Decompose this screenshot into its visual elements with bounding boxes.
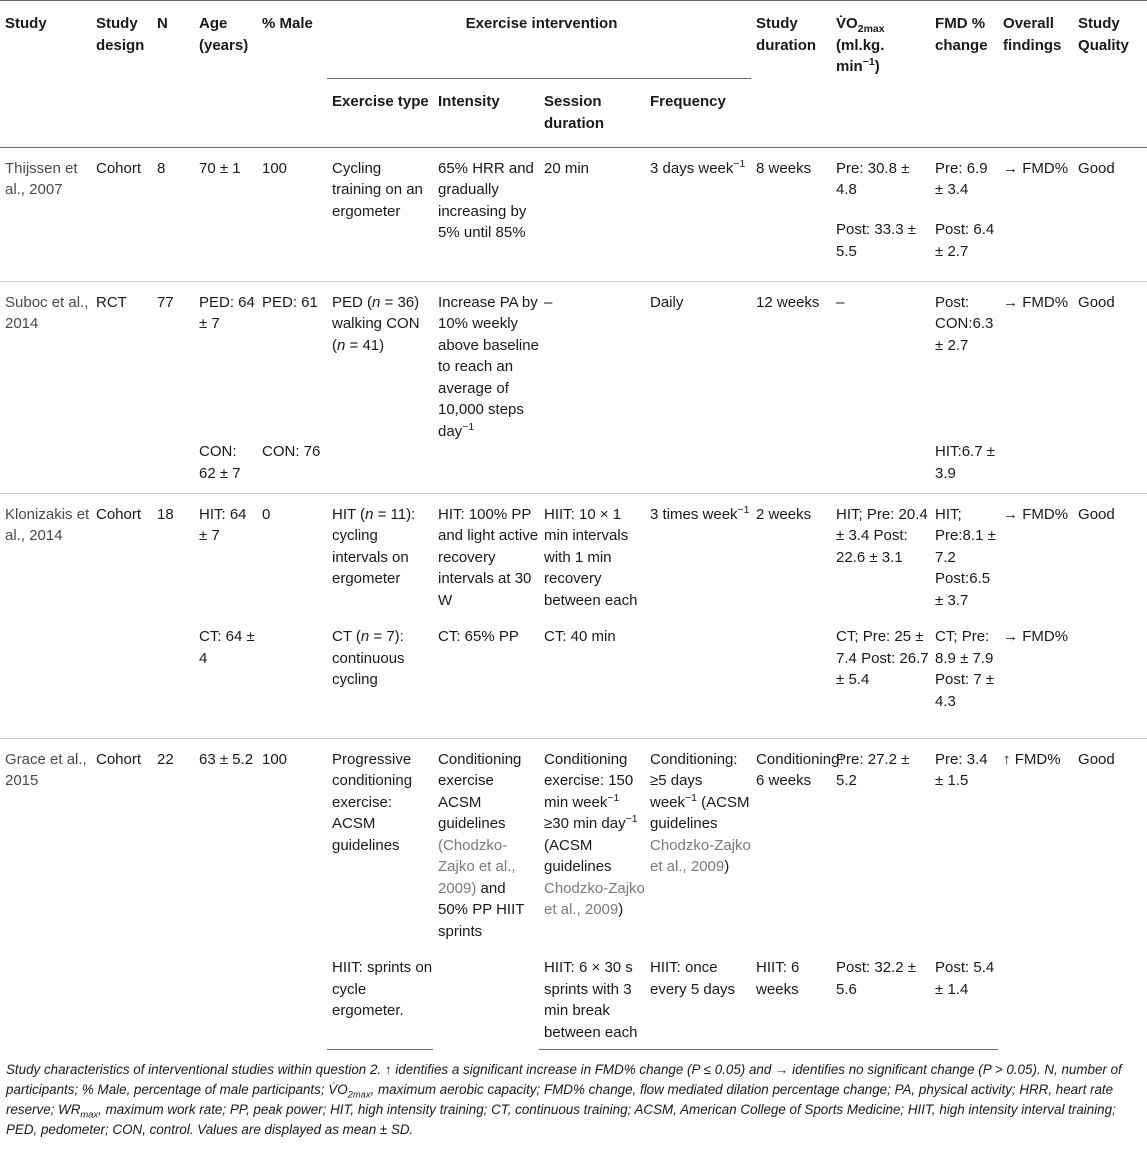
intensity-ct-cell: CT: 65% PP: [438, 628, 519, 645]
frequency-text-c: ): [724, 858, 730, 875]
type-text-a: PED (: [332, 293, 373, 311]
vo2-cell: –: [831, 281, 930, 493]
type-n1: n: [372, 293, 381, 311]
session-hit-cell: HIIT: 10 × 1 min intervals with 1 min recovery between each: [539, 493, 645, 626]
age-con-cell: CON: 62 ± 7: [199, 443, 241, 482]
quality-cell: Good: [1073, 281, 1147, 493]
intensity-citation[interactable]: (Chodzko-Zajko et al., 2009): [438, 836, 516, 897]
header-fmd-change: FMD % change: [930, 1, 998, 147]
duration-hiit-cell: HIIT: 6 weeks: [751, 957, 831, 1049]
exercise-type-hit-cell: [327, 493, 433, 626]
vo2-subscript: 2max: [857, 23, 885, 35]
table-row: [0, 493, 1147, 626]
exercise-type-cell: Progressive conditioning exercise: ACSM guidelines: [327, 738, 433, 957]
table-row: [0, 147, 1147, 219]
n-cell: 18: [152, 493, 194, 738]
session-text-c: (ACSM guidelines: [544, 836, 612, 875]
frequency-text: 3 days week: [650, 159, 734, 177]
fmd-hit-cell: HIT:6.7 ± 3.9: [935, 443, 995, 482]
duration-cell: 12 weeks: [751, 281, 831, 493]
session-sup-2: −1: [625, 813, 638, 825]
vo2-unit: (ml.kg.: [836, 36, 885, 54]
table-body: [0, 147, 1147, 1049]
header-frequency: Frequency: [645, 79, 751, 147]
frequency-cell: [645, 147, 751, 281]
footnote-text-b: , maximum aerobic capacity; FMD% change, flow mediated dilation percentage change; PA, physical activity; HRR, heart rate reserve; WR: [6, 1081, 1114, 1117]
design-cell: RCT: [91, 281, 152, 493]
age-cell: 70 ± 1: [199, 159, 241, 177]
frequency-text-b: (ACSM guidelines: [650, 793, 750, 832]
header-intensity: Intensity: [433, 79, 539, 147]
fmd-post-cell: Post: 5.4 ± 1.4: [930, 957, 998, 1049]
vo2-unit-close: ): [874, 58, 880, 75]
header-study: Study: [0, 1, 91, 147]
duration-cell: Conditioning: 6 weeks: [751, 738, 831, 957]
intensity-hit-cell: HIT: 100% PP and light active recovery intervals at 30 W: [433, 493, 539, 626]
frequency-cell: Daily: [645, 281, 751, 493]
age-cell: 63 ± 5.2: [194, 738, 257, 1049]
frequency-sup: −1: [733, 157, 746, 170]
type-hit-n: n: [365, 505, 374, 523]
vo2-unit-sup: −1: [862, 56, 875, 68]
fmd-pre-cell: Pre: 3.4 ± 1.5: [930, 738, 998, 957]
vo2-pre-cell: Pre: 30.8 ± 4.8: [836, 159, 910, 198]
design-cell: Cohort: [91, 493, 152, 738]
male-cell: 100: [262, 159, 288, 177]
type-hit-a: HIT (: [332, 505, 366, 523]
frequency-text-a: Conditioning: ≥5 days week: [650, 750, 738, 811]
intensity-text: Increase PA by 10% weekly above baseline to reach an average of 10,000 steps day: [438, 293, 539, 440]
frequency-hiit-cell: HIIT: once every 5 days: [645, 957, 751, 1049]
header-male: % Male: [257, 1, 327, 147]
header-study-quality: Study Quality: [1073, 1, 1147, 147]
male-cell: 100: [257, 738, 327, 1049]
session-text-d: ): [618, 901, 624, 918]
vo2-hit-cell: HIT; Pre: 20.4 ± 3.4 Post: 22.6 ± 3.1: [831, 493, 930, 626]
vo2-pre-cell: Pre: 27.2 ± 5.2: [831, 738, 930, 957]
session-sup-1: −1: [607, 791, 620, 804]
quality-cell: Good: [1073, 738, 1147, 1049]
duration-cell: 2 weeks: [751, 493, 831, 738]
type-ct-a: CT (: [332, 628, 361, 645]
male-con-cell: CON: 76: [262, 443, 321, 460]
male-ped-cell: PED: 61: [257, 281, 327, 441]
exercise-type-hiit-cell: HIIT: sprints on cycle ergometer.: [327, 957, 433, 1049]
age-ped-cell: PED: 64 ± 7: [194, 281, 257, 441]
session-text-b: ≥30 min day: [544, 815, 626, 832]
exercise-type-cell: Cycling training on an ergometer: [332, 159, 423, 220]
header-study-duration: Study duration: [751, 1, 831, 147]
study-thijssen: Thijssen et al., 2007: [5, 159, 78, 198]
vo2-ct-cell: CT; Pre: 25 ± 7.4 Post: 26.7 ± 5.4: [836, 628, 929, 688]
fmd-pre-cell: Pre: 6.9 ± 3.4: [935, 159, 988, 198]
session-cell: 20 min: [544, 159, 590, 177]
findings-cell: ↑ FMD%: [998, 738, 1073, 1049]
frequency-sup: −1: [737, 503, 750, 516]
header-study-design: Study design: [91, 1, 152, 147]
header-n: N: [152, 1, 194, 147]
session-cell: –: [539, 281, 645, 493]
type-text-b: = 36) walking CON (: [332, 293, 420, 354]
frequency-sup: −1: [685, 791, 698, 804]
footnote-sub-b: max: [80, 1109, 99, 1120]
vo2-label: V̇O: [836, 15, 858, 32]
findings-ct-cell: → FMD%: [1003, 628, 1069, 645]
n-cell: 8: [157, 159, 166, 177]
header-overall-findings: Overall findings: [998, 1, 1073, 147]
study-suboc: Suboc et al., 2014: [0, 281, 91, 493]
findings-cell: → FMD%: [998, 281, 1073, 493]
footnote-text-a: Study characteristics of interventional studies within question 2. ↑ identifies a significant increase in FMD% change (P ≤ 0.05) and → identifies no significant change (P > 0.05). N, number of participants; % Male, percentage of male participants; V̇O: [6, 1061, 1122, 1097]
footnote-text-c: , maximum work rate; PP, peak power; HIT, high intensity training; CT, continuous training; ACSM, American College of Sports Medicine; HIIT, high intensity interval training; PED, pedometer; CON, control. Values are displayed as mean ± SD.: [6, 1101, 1116, 1137]
age-ct-cell: CT: 64 ± 4: [199, 628, 255, 667]
intensity-cell: [433, 738, 539, 1049]
study-klonizakis: Klonizakis et al., 2014: [0, 493, 91, 738]
intensity-sup: −1: [462, 420, 475, 433]
findings-hit-cell: → FMD%: [998, 493, 1073, 626]
table-header: [0, 1, 1147, 148]
intensity-cell: [433, 281, 539, 493]
type-ct-b: = 7): continuous cycling: [332, 628, 405, 688]
type-hit-b: = 11): cycling intervals on ergometer: [332, 505, 416, 587]
fmd-con-cell: Post: CON:6.3 ± 2.7: [930, 281, 998, 441]
exercise-type-ct-cell: [327, 626, 433, 738]
session-cell: [539, 738, 645, 957]
age-hit-cell: HIT: 64 ± 7: [194, 493, 257, 626]
session-ct-cell: CT: 40 min: [544, 628, 616, 645]
table-row: [0, 738, 1147, 957]
session-text-a: Conditioning exercise: 150 min week: [544, 750, 634, 811]
duration-cell: 8 weeks: [756, 159, 812, 177]
vo2-post-cell: Post: 32.2 ± 5.6: [831, 957, 930, 1049]
n-cell: 22: [152, 738, 194, 1049]
header-exercise-intervention: Exercise intervention: [327, 1, 751, 79]
header-vo2max: [831, 1, 930, 147]
findings-cell: → FMD%: [1003, 159, 1069, 177]
session-hiit-cell: HIIT: 6 × 30 s sprints with 3 min break between each: [539, 957, 645, 1049]
type-ct-n: n: [360, 628, 370, 645]
footnote-sub-a: 2max: [347, 1089, 371, 1100]
frequency-citation[interactable]: Chodzko-Zajko et al., 2009: [650, 836, 751, 875]
type-text-c: = 41): [345, 336, 385, 354]
intensity-text-a: Conditioning exercise ACSM guidelines: [438, 750, 522, 832]
study-grace: Grace et al., 2015: [0, 738, 91, 1049]
intensity-text-b: and 50% PP HIIT sprints: [438, 879, 525, 940]
fmd-hit-cell: HIT; Pre:8.1 ± 7.2 Post:6.5 ± 3.7: [930, 493, 998, 626]
exercise-type-cell: [327, 281, 433, 493]
frequency-cell: [645, 493, 751, 738]
intensity-cell: 65% HRR and gradually increasing by 5% until 85%: [438, 159, 534, 241]
header-session-duration: Session duration: [539, 79, 645, 147]
header-exercise-type: Exercise type: [327, 79, 433, 147]
header-age: Age (years): [194, 1, 257, 147]
table-row: [0, 281, 1147, 441]
type-n2: n: [337, 336, 346, 354]
design-cell: Cohort: [91, 738, 152, 1049]
quality-cell: Good: [1078, 159, 1115, 177]
design-cell: Cohort: [96, 159, 142, 177]
n-cell: 77: [152, 281, 194, 493]
male-cell: 0: [257, 493, 327, 738]
table-footnote: [0, 1050, 1147, 1140]
fmd-ct-cell: CT; Pre: 8.9 ± 7.9 Post: 7 ± 4.3: [935, 628, 995, 710]
vo2-post-cell: Post: 33.3 ± 5.5: [836, 221, 916, 260]
quality-cell: Good: [1073, 493, 1147, 738]
session-citation[interactable]: Chodzko-Zajko et al., 2009: [544, 879, 645, 918]
frequency-cell: [645, 738, 751, 957]
frequency-text: 3 times week: [650, 505, 738, 523]
vo2-unit-min: min: [836, 58, 863, 75]
fmd-post-cell: Post: 6.4 ± 2.7: [935, 221, 995, 260]
